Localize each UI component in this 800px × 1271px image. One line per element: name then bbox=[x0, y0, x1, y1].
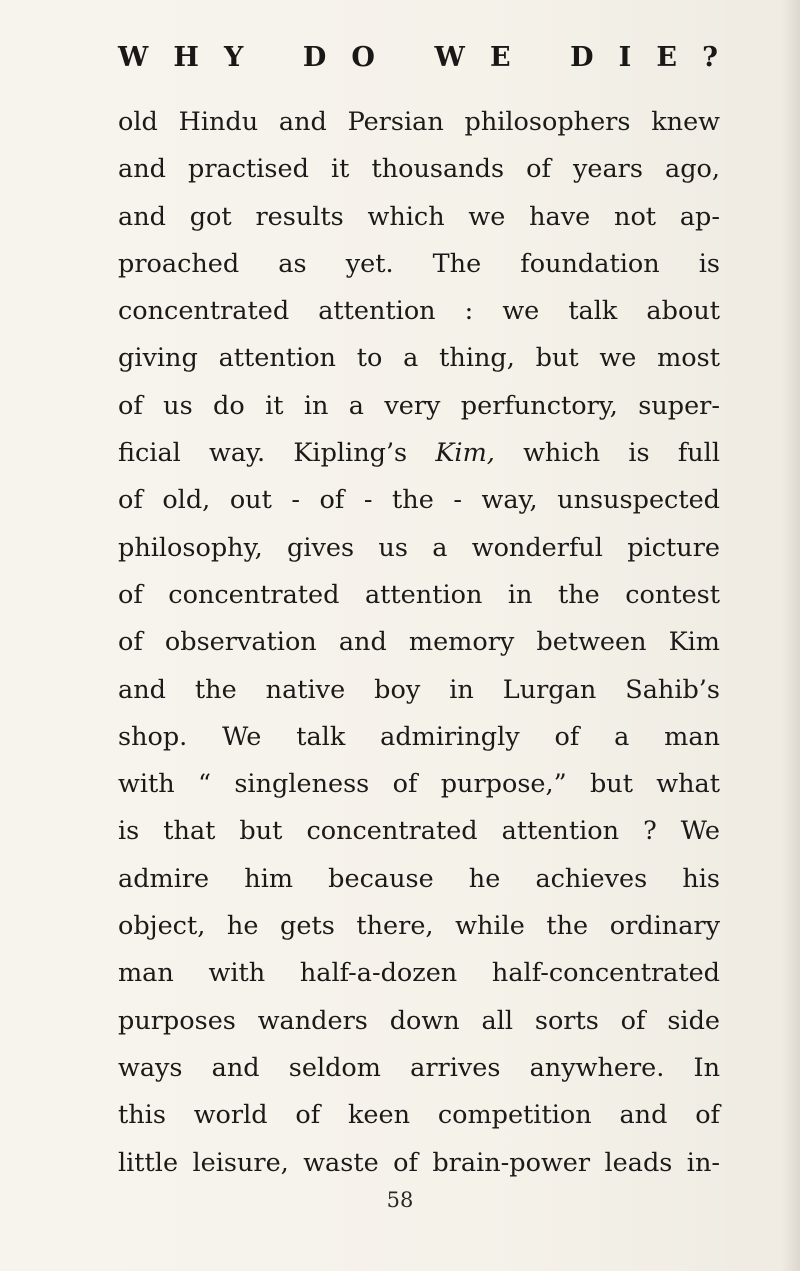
text-line: man with half-a-dozen half-concentrated bbox=[118, 958, 720, 989]
page-number: 58 bbox=[386, 1188, 414, 1212]
text-line: of old, out - of - the - way, unsuspected bbox=[118, 485, 720, 516]
running-head-letter: D bbox=[570, 42, 596, 73]
running-head-letter: D bbox=[302, 42, 329, 73]
running-head-letter: ? bbox=[702, 42, 720, 73]
text-line: ways and seldom arrives anywhere. In bbox=[118, 1052, 720, 1083]
body-text bbox=[118, 99, 720, 1187]
text-line: shop. We talk admiringly of a man bbox=[118, 721, 720, 752]
text-line: of us do it in a very perfunctory, super- bbox=[118, 390, 720, 421]
running-head-letter: O bbox=[351, 42, 377, 73]
text-line: admire him because he achieves his bbox=[118, 863, 720, 894]
text-line: little leisure, waste of brain-power leads in- bbox=[118, 1147, 720, 1178]
text-line: of concentrated attention in the contest bbox=[118, 579, 720, 610]
text-line-with-italic bbox=[118, 430, 720, 477]
running-head-space bbox=[268, 42, 279, 73]
text-line: and the native boy in Lurgan Sahib’s bbox=[118, 674, 720, 705]
text-line: old Hindu and Persian philosophers knew bbox=[118, 107, 720, 137]
running-head-letter: I bbox=[618, 42, 634, 73]
text-line: is that but concentrated attention ? We bbox=[118, 816, 720, 847]
text-line: proached as yet. The foundation is bbox=[118, 248, 720, 279]
running-head-letter: W bbox=[118, 42, 151, 73]
running-head-space bbox=[536, 42, 547, 73]
text-line: and got results which we have not ap- bbox=[118, 201, 720, 232]
running-head-letter: E bbox=[489, 42, 513, 73]
text-segment: which is full bbox=[523, 438, 720, 469]
text-segment: ficial way. Kipling’s bbox=[118, 438, 408, 469]
italic-title: Kim, bbox=[435, 438, 495, 469]
running-head bbox=[118, 42, 720, 73]
text-line: this world of keen competition and of bbox=[118, 1100, 720, 1131]
text-line: and practised it thousands of years ago, bbox=[118, 154, 720, 185]
page-edge-shadow bbox=[782, 0, 800, 1271]
text-line: with “ singleness of purpose,” but what bbox=[118, 769, 720, 800]
text-line: philosophy, gives us a wonderful picture bbox=[118, 532, 720, 563]
text-line: of observation and memory between Kim bbox=[118, 627, 720, 658]
text-line: purposes wanders down all sorts of side bbox=[118, 1005, 720, 1036]
running-head-letter: Y bbox=[224, 42, 246, 73]
running-head-letter: H bbox=[173, 42, 201, 73]
running-head-space bbox=[400, 42, 411, 73]
running-head-letter: W bbox=[434, 42, 467, 73]
text-line: object, he gets there, while the ordinary bbox=[118, 911, 720, 942]
running-head-letter: E bbox=[656, 42, 679, 73]
text-line: concentrated attention : we talk about bbox=[118, 296, 720, 327]
text-line: giving attention to a thing, but we most bbox=[118, 343, 720, 374]
